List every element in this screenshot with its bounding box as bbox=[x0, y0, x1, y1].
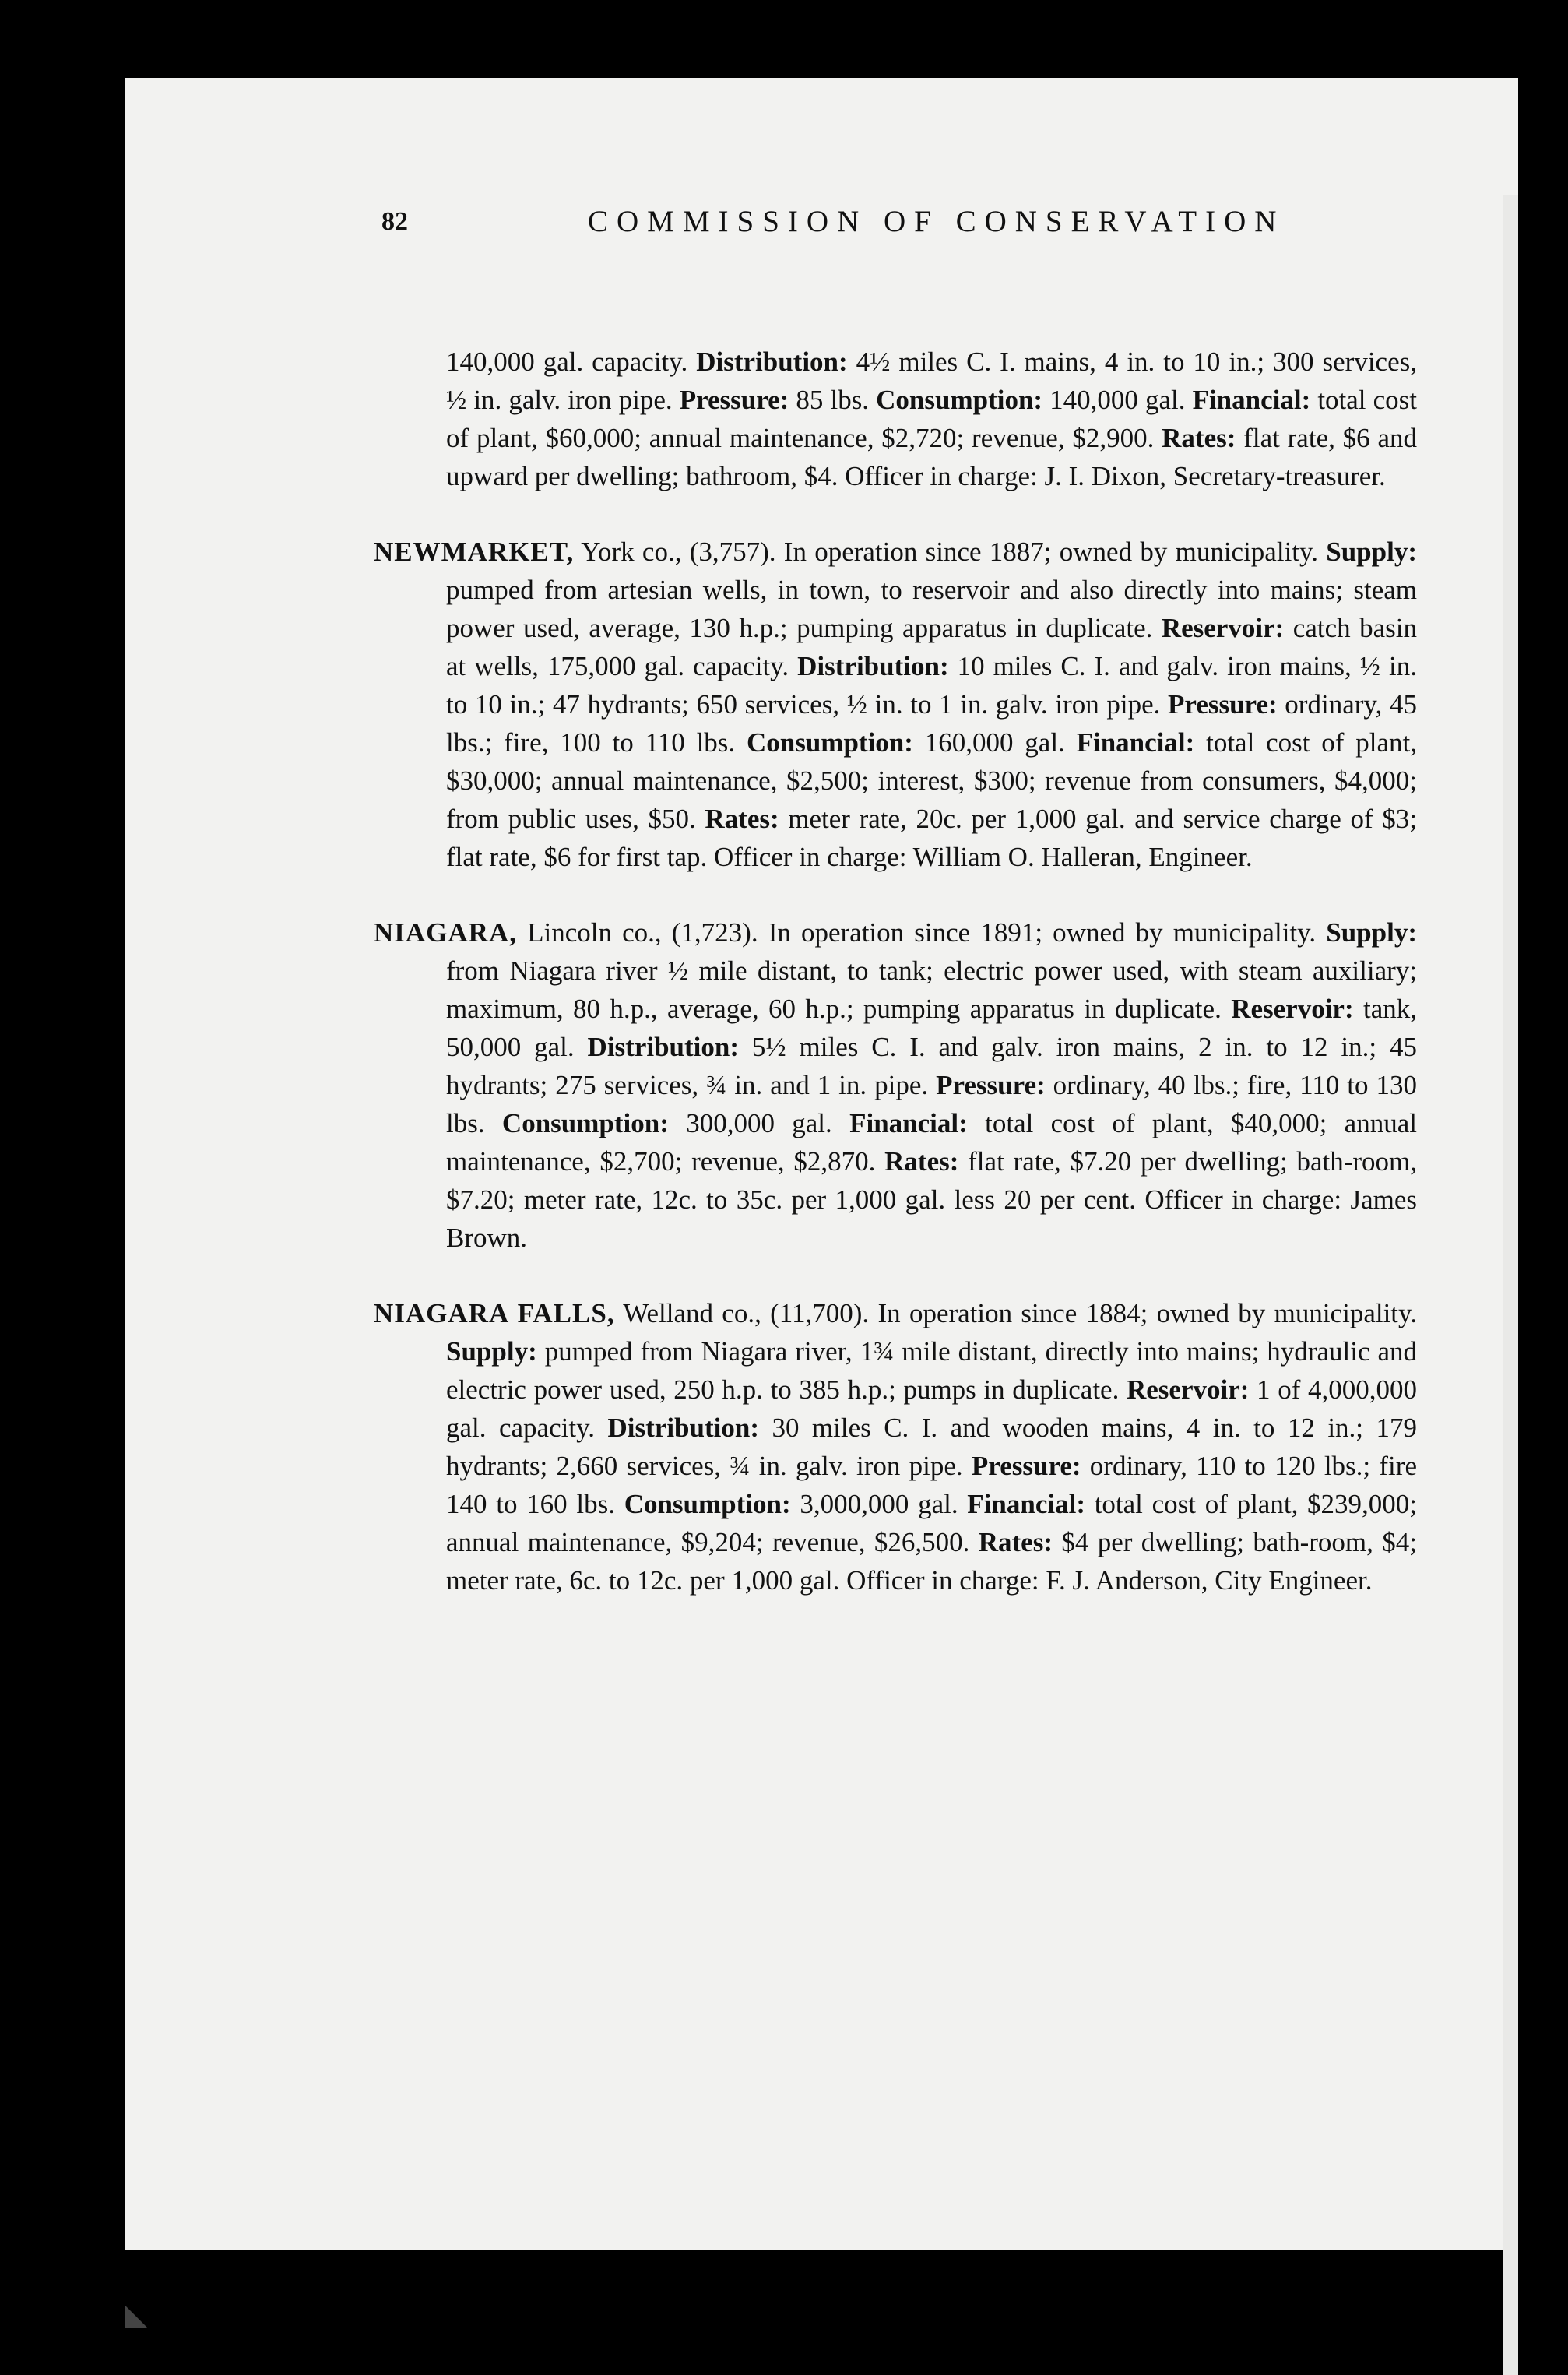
field-label: Consumption: bbox=[876, 385, 1043, 415]
field-label: Financial: bbox=[849, 1108, 968, 1138]
entry-text: total cost of plant, $40,000; annual maintenance, $2,700; revenue, $2,870. bbox=[446, 1108, 1417, 1177]
field-label: Rates: bbox=[884, 1146, 959, 1177]
entry-text: flat rate, $7.20 per dwelling; bath-room, $7.20; meter rate, 12c. to 35c. per 1,000 gal. less 20 per cent. Officer in charge: James Brown. bbox=[446, 1146, 1417, 1253]
entry-text: In operation since 1891; owned by municipality. bbox=[758, 917, 1327, 948]
entry-text: meter rate, 20c. per 1,000 gal. and service charge of $3; flat rate, $6 for first tap. Officer in charge: William O. Halleran, Engineer. bbox=[446, 804, 1418, 872]
field-label: Financial: bbox=[1076, 727, 1195, 758]
field-label: Pressure: bbox=[679, 385, 789, 415]
entry-text: flat rate, $6 and upward per dwelling; bathroom, $4. Officer in charge: J. I. Dixon, Secretary-treasurer. bbox=[446, 423, 1417, 491]
entry-text: In operation since 1887; owned by municipality. bbox=[775, 537, 1327, 567]
entry-niagara-falls bbox=[374, 1294, 1417, 1599]
county-population: Welland co., (11,700). bbox=[614, 1298, 870, 1328]
entry-text: ordinary, 40 lbs.; fire, 110 to 130 lbs. bbox=[446, 1070, 1417, 1138]
entry-niagara bbox=[374, 913, 1417, 1257]
field-label: Distribution: bbox=[607, 1413, 759, 1443]
entry-text: 85 lbs. bbox=[789, 385, 877, 415]
field-label: Rates: bbox=[978, 1527, 1053, 1557]
entry-text: catch basin at wells, 175,000 gal. capacity. bbox=[446, 613, 1417, 681]
running-title: COMMISSION OF CONSERVATION bbox=[588, 205, 1285, 238]
field-label: Distribution: bbox=[696, 347, 848, 377]
field-label: Rates: bbox=[1162, 423, 1236, 453]
page-header bbox=[381, 207, 1433, 254]
entry-text: pumped from artesian wells, in town, to reservoir and also directly into mains; steam power used, average, 130 h.p.; pumping apparatus in duplicate. bbox=[446, 575, 1417, 643]
entry-text: $4 per dwelling; bath-room, $4; meter rate, 6c. to 12c. per 1,000 gal. Officer in charge: F. J. Anderson, City Engineer. bbox=[446, 1527, 1418, 1596]
field-label: Reservoir: bbox=[1161, 613, 1285, 643]
field-label: Supply: bbox=[1326, 917, 1417, 948]
field-label: Supply: bbox=[446, 1336, 537, 1367]
entry-text: from Niagara river ½ mile distant, to tank; electric power used, with steam auxiliary; maximum, 80 h.p., average, 60 h.p.; pumping apparatus in duplicate. bbox=[446, 955, 1417, 1024]
entry-text: ordinary, 45 lbs.; fire, 100 to 110 lbs. bbox=[446, 689, 1418, 758]
field-label: Supply: bbox=[1326, 537, 1417, 567]
entry-text: 300,000 gal. bbox=[668, 1108, 850, 1138]
field-label: Distribution: bbox=[587, 1032, 740, 1062]
entry-text: tank, 50,000 gal. bbox=[446, 994, 1417, 1062]
page-number: 82 bbox=[381, 207, 408, 236]
entry-text: total cost of plant, $30,000; annual maintenance, $2,500; interest, $300; revenue from consumers, $4,000; from public uses, $50. bbox=[446, 727, 1417, 834]
entry-newmarket bbox=[374, 533, 1417, 876]
town-name: NEWMARKET, bbox=[374, 537, 575, 567]
field-label: Rates: bbox=[705, 804, 779, 834]
entry-text: pumped from Niagara river, 1¾ mile distant, directly into mains; hydraulic and electric power used, 250 h.p. to 385 h.p.; pumps in duplicate. bbox=[446, 1336, 1417, 1405]
field-label: Pressure: bbox=[936, 1070, 1046, 1100]
county-population: York co., (3,757). bbox=[574, 537, 776, 567]
field-label: Consumption: bbox=[624, 1489, 791, 1519]
page-body bbox=[374, 343, 1417, 1599]
field-label: Consumption: bbox=[501, 1108, 669, 1138]
entry-text: total cost of plant, $239,000; annual maintenance, $9,204; revenue, $26,500. bbox=[446, 1489, 1418, 1557]
field-label: Pressure: bbox=[1168, 689, 1278, 720]
field-label: Financial: bbox=[1192, 385, 1311, 415]
entry-text: 5½ miles C. I. and galv. iron mains, 2 in. to 12 in.; 45 hydrants; 275 services, ¾ in. and 1 in. pipe. bbox=[446, 1032, 1417, 1100]
entry-text: 1 of 4,000,000 gal. capacity. bbox=[446, 1374, 1417, 1443]
field-label: Distribution: bbox=[797, 651, 949, 681]
adjacent-page-edge bbox=[1503, 195, 1518, 2375]
field-label: Pressure: bbox=[971, 1451, 1081, 1481]
town-name: NIAGARA, bbox=[374, 917, 517, 948]
field-label: Reservoir: bbox=[1126, 1374, 1250, 1405]
county-population: Lincoln co., (1,723). bbox=[516, 917, 758, 948]
entry-text: 140,000 gal. capacity. bbox=[446, 347, 697, 377]
entry-text: 160,000 gal. bbox=[912, 727, 1077, 758]
field-label: Financial: bbox=[967, 1489, 1085, 1519]
entry-text: 4½ miles C. I. mains, 4 in. to 10 in.; 300 services, ½ in. galv. iron pipe. bbox=[446, 347, 1417, 415]
entry-text: 140,000 gal. bbox=[1042, 385, 1193, 415]
entry-text: total cost of plant, $60,000; annual maintenance, $2,720; revenue, $2,900. bbox=[446, 385, 1417, 453]
entry-text: 3,000,000 gal. bbox=[790, 1489, 968, 1519]
entry-text: 30 miles C. I. and wooden mains, 4 in. to 12 in.; 179 hydrants; 2,660 services, ¾ in. galv. iron pipe. bbox=[446, 1413, 1417, 1481]
corner-mark bbox=[125, 2305, 148, 2328]
entry-text: 10 miles C. I. and galv. iron mains, ½ in. to 10 in.; 47 hydrants; 650 services, ½ in. to 1 in. galv. iron pipe. bbox=[446, 651, 1417, 720]
field-label: Consumption: bbox=[746, 727, 913, 758]
continued-entry bbox=[374, 343, 1417, 495]
entry-text: In operation since 1884; owned by municipality. bbox=[869, 1298, 1417, 1328]
town-name: NIAGARA FALLS, bbox=[374, 1298, 615, 1328]
entry-text: ordinary, 110 to 120 lbs.; fire 140 to 160 lbs. bbox=[446, 1451, 1417, 1519]
field-label: Reservoir: bbox=[1231, 994, 1354, 1024]
